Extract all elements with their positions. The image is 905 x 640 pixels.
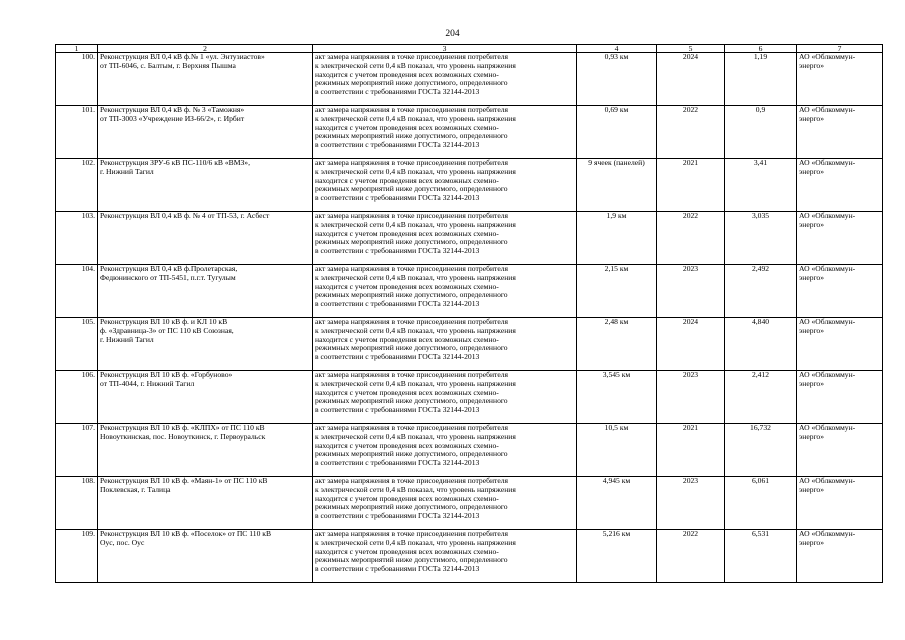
scope-cell: 1,9 км	[577, 212, 657, 265]
column-header: 7	[797, 45, 883, 53]
year-cell: 2023	[657, 477, 725, 530]
table-row	[56, 212, 883, 265]
cost-cell: 2,412	[725, 371, 797, 424]
organization-cell: АО «Облкоммун- энерго»	[797, 265, 883, 318]
cost-cell: 6,531	[725, 530, 797, 583]
justification-cell: акт замера напряжения в точке присоединения потребителя к электрической сети 0,4 кВ показал, что уровень напряжения находится с учетом проведения всех возможных схемно- режимных мероприятий ниже допустимого, определенного в соответствии с требованиями ГОСТа 32144-2013	[313, 265, 577, 318]
table-row	[56, 477, 883, 530]
project-name-cell: Реконструкция ВЛ 10 кВ ф. «КЛПХ» от ПС 110 кВ Новоуткинская, пос. Новоуткинск, г. Первоуральск	[98, 424, 313, 477]
year-cell: 2022	[657, 106, 725, 159]
column-header: 2	[98, 45, 313, 53]
year-cell: 2021	[657, 159, 725, 212]
year-cell: 2023	[657, 265, 725, 318]
justification-cell: акт замера напряжения в точке присоединения потребителя к электрической сети 0,4 кВ показал, что уровень напряжения находится с учетом проведения всех возможных схемно- режимных мероприятий ниже допустимого, определенного в соответствии с требованиями ГОСТа 32144-2013	[313, 477, 577, 530]
justification-cell: акт замера напряжения в точке присоединения потребителя к электрической сети 0,4 кВ показал, что уровень напряжения находится с учетом проведения всех возможных схемно- режимных мероприятий ниже допустимого, определенного в соответствии с требованиями ГОСТа 32144-2013	[313, 318, 577, 371]
justification-cell: акт замера напряжения в точке присоединения потребителя к электрической сети 0,4 кВ показал, что уровень напряжения находится с учетом проведения всех возможных схемно- режимных мероприятий ниже допустимого, определенного в соответствии с требованиями ГОСТа 32144-2013	[313, 212, 577, 265]
scope-cell: 4,945 км	[577, 477, 657, 530]
column-header: 6	[725, 45, 797, 53]
organization-cell: АО «Облкоммун- энерго»	[797, 212, 883, 265]
table-row	[56, 371, 883, 424]
column-header: 4	[577, 45, 657, 53]
page-number: 204	[445, 29, 460, 39]
scope-cell: 5,216 км	[577, 530, 657, 583]
scope-cell: 9 ячеек (панелей)	[577, 159, 657, 212]
row-number-cell: 103.	[56, 212, 98, 265]
row-number-cell: 109.	[56, 530, 98, 583]
year-cell: 2024	[657, 53, 725, 106]
row-number-cell: 106.	[56, 371, 98, 424]
cost-cell: 3,035	[725, 212, 797, 265]
project-name-cell: Реконструкция ВЛ 0,4 кВ ф.Пролетарская, Федюнинского от ТП-5451, п.г.т. Тугулым	[98, 265, 313, 318]
year-cell: 2022	[657, 212, 725, 265]
column-header: 1	[56, 45, 98, 53]
year-cell: 2024	[657, 318, 725, 371]
scope-cell: 0,93 км	[577, 53, 657, 106]
cost-cell: 1,19	[725, 53, 797, 106]
table-row	[56, 159, 883, 212]
scope-cell: 10,5 км	[577, 424, 657, 477]
year-cell: 2022	[657, 530, 725, 583]
project-name-cell: Реконструкция ЗРУ-6 кВ ПС-110/6 кВ «ВМЗ», г. Нижний Тагил	[98, 159, 313, 212]
project-name-cell: Реконструкция ВЛ 10 кВ ф. «Горбуново» от ТП-4044, г. Нижний Тагил	[98, 371, 313, 424]
scope-cell: 0,69 км	[577, 106, 657, 159]
table-row	[56, 318, 883, 371]
year-cell: 2023	[657, 371, 725, 424]
project-name-cell: Реконструкция ВЛ 0,4 кВ ф. № 3 «Таможня» от ТП-3003 «Учреждение ИЗ-66/2», г. Ирбит	[98, 106, 313, 159]
cost-cell: 6,061	[725, 477, 797, 530]
project-name-cell: Реконструкция ВЛ 0,4 кВ ф. № 4 от ТП-53, г. Асбест	[98, 212, 313, 265]
projects-table	[55, 44, 883, 583]
row-number-cell: 101.	[56, 106, 98, 159]
organization-cell: АО «Облкоммун- энерго»	[797, 530, 883, 583]
scope-cell: 3,545 км	[577, 371, 657, 424]
column-header: 3	[313, 45, 577, 53]
organization-cell: АО «Облкоммун- энерго»	[797, 318, 883, 371]
justification-cell: акт замера напряжения в точке присоединения потребителя к электрической сети 0,4 кВ показал, что уровень напряжения находится с учетом проведения всех возможных схемно- режимных мероприятий ниже допустимого, определенного в соответствии с требованиями ГОСТа 32144-2013	[313, 106, 577, 159]
project-name-cell: Реконструкция ВЛ 10 кВ ф. «Поселок» от ПС 110 кВ Оус, пос. Оус	[98, 530, 313, 583]
table-row	[56, 530, 883, 583]
project-name-cell: Реконструкция ВЛ 10 кВ ф. и КЛ 10 кВ ф. «Здравница-3» от ПС 110 кВ Союзная, г. Нижний Тагил	[98, 318, 313, 371]
table-row	[56, 424, 883, 477]
row-number-cell: 102.	[56, 159, 98, 212]
justification-cell: акт замера напряжения в точке присоединения потребителя к электрической сети 0,4 кВ показал, что уровень напряжения находится с учетом проведения всех возможных схемно- режимных мероприятий ниже допустимого, определенного в соответствии с требованиями ГОСТа 32144-2013	[313, 159, 577, 212]
cost-cell: 3,41	[725, 159, 797, 212]
row-number-cell: 108.	[56, 477, 98, 530]
scope-cell: 2,15 км	[577, 265, 657, 318]
organization-cell: АО «Облкоммун- энерго»	[797, 477, 883, 530]
table-row	[56, 265, 883, 318]
organization-cell: АО «Облкоммун- энерго»	[797, 159, 883, 212]
scope-cell: 2,48 км	[577, 318, 657, 371]
cost-cell: 2,492	[725, 265, 797, 318]
organization-cell: АО «Облкоммун- энерго»	[797, 371, 883, 424]
cost-cell: 0,9	[725, 106, 797, 159]
organization-cell: АО «Облкоммун- энерго»	[797, 53, 883, 106]
row-number-cell: 105.	[56, 318, 98, 371]
organization-cell: АО «Облкоммун- энерго»	[797, 424, 883, 477]
row-number-cell: 107.	[56, 424, 98, 477]
project-name-cell: Реконструкция ВЛ 0,4 кВ ф.№ 1 «ул. Энтузиастов» от ТП-6046, с. Балтым, г. Верхняя Пышма	[98, 53, 313, 106]
table-row	[56, 106, 883, 159]
cost-cell: 16,732	[725, 424, 797, 477]
cost-cell: 4,840	[725, 318, 797, 371]
row-number-cell: 104.	[56, 265, 98, 318]
justification-cell: акт замера напряжения в точке присоединения потребителя к электрической сети 0,4 кВ показал, что уровень напряжения находится с учетом проведения всех возможных схемно- режимных мероприятий ниже допустимого, определенного в соответствии с требованиями ГОСТа 32144-2013	[313, 53, 577, 106]
justification-cell: акт замера напряжения в точке присоединения потребителя к электрической сети 0,4 кВ показал, что уровень напряжения находится с учетом проведения всех возможных схемно- режимных мероприятий ниже допустимого, определенного в соответствии с требованиями ГОСТа 32144-2013	[313, 530, 577, 583]
row-number-cell: 100.	[56, 53, 98, 106]
justification-cell: акт замера напряжения в точке присоединения потребителя к электрической сети 0,4 кВ показал, что уровень напряжения находится с учетом проведения всех возможных схемно- режимных мероприятий ниже допустимого, определенного в соответствии с требованиями ГОСТа 32144-2013	[313, 424, 577, 477]
table-row	[56, 53, 883, 106]
year-cell: 2021	[657, 424, 725, 477]
column-header: 5	[657, 45, 725, 53]
organization-cell: АО «Облкоммун- энерго»	[797, 106, 883, 159]
project-name-cell: Реконструкция ВЛ 10 кВ ф. «Маян-1» от ПС 110 кВ Поклевская, г. Талица	[98, 477, 313, 530]
justification-cell: акт замера напряжения в точке присоединения потребителя к электрической сети 0,4 кВ показал, что уровень напряжения находится с учетом проведения всех возможных схемно- режимных мероприятий ниже допустимого, определенного в соответствии с требованиями ГОСТа 32144-2013	[313, 371, 577, 424]
